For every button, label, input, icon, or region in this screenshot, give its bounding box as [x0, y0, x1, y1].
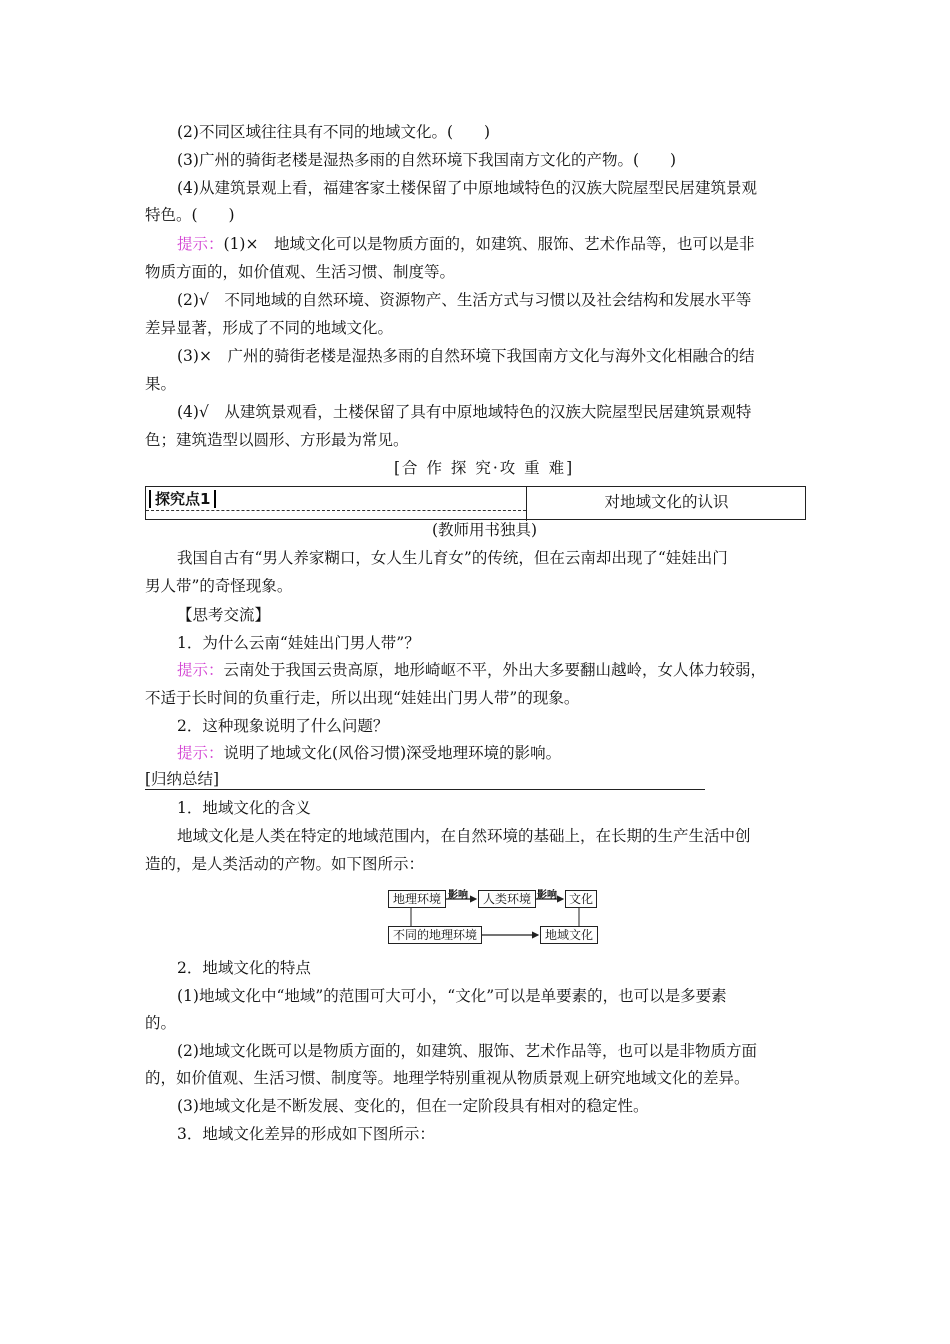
section-title: [合 作 探 究·攻 重 难]: [394, 459, 575, 477]
culture-diagram: [388, 888, 598, 948]
answer-4-line2: 色；建筑造型以圆形、方形最为常见。: [145, 431, 409, 449]
intro-line1: 我国自古有“男人养家糊口，女人生儿育女”的传统，但在云南却出现了“娃娃出门: [177, 549, 728, 567]
think-heading: 【思考交流】: [177, 606, 271, 624]
think-a2-text: 说明了地域文化(风俗习惯)深受地理环境的影响。: [223, 744, 562, 762]
answer-2-line2: 差异显著，形成了不同的地域文化。: [145, 319, 394, 337]
judge-q3: (3)广州的骑街老楼是湿热多雨的自然环境下我国南方文化的产物。( ): [177, 151, 677, 169]
summary-p1-title: 1．地域文化的含义: [177, 799, 311, 817]
dashed-divider: [146, 510, 526, 511]
answer-1-text: (1)× 地域文化可以是物质方面的，如建筑、服饰、艺术作品等，也可以是非: [223, 235, 755, 253]
label-influence-1: 影响: [448, 890, 468, 901]
answer-2-line1: (2)√ 不同地域的自然环境、资源物产、生活方式与习惯以及社会结构和发展水平等: [177, 291, 752, 309]
summary-p3-title: 3．地域文化差异的形成如下图所示：: [177, 1125, 435, 1143]
answer-1-line2: 物质方面的，如价值观、生活习惯、制度等。: [145, 263, 456, 281]
summary-p1-line2: 造的，是人类活动的产物。如下图所示：: [145, 855, 425, 873]
box-region-culture: 地域文化: [540, 926, 598, 944]
box-diff-geo-env: 不同的地理环境: [388, 926, 482, 944]
box-culture: 文化: [565, 890, 597, 908]
label-influence-2: 影响: [537, 890, 557, 901]
summary-heading: [归纳总结]: [145, 770, 705, 790]
summary-p2-2-line1: (2)地域文化既可以是物质方面的，如建筑、服饰、艺术作品等，也可以是非物质方面: [177, 1042, 757, 1060]
summary-p1-line1: 地域文化是人类在特定的地域范围内，在自然环境的基础上，在长期的生产生活中创: [177, 827, 751, 845]
hint-label: 提示：: [177, 661, 224, 679]
summary-p2-3: (3)地域文化是不断发展、变化的，但在一定阶段具有相对的稳定性。: [177, 1097, 649, 1115]
think-q2: 2．这种现象说明了什么问题？: [177, 717, 389, 735]
box-geo-env: 地理环境: [388, 890, 446, 908]
answer-3-line1: (3)× 广州的骑街老楼是湿热多雨的自然环境下我国南方文化与海外文化相融合的结: [177, 347, 755, 365]
summary-p2-2-line2: 的，如价值观、生活习惯、制度等。地理学特别重视从物质景观上研究地域文化的差异。: [145, 1069, 750, 1087]
inquiry-point-header: [145, 486, 806, 520]
judge-q2: (2)不同区域往往具有不同的地域文化。( ): [177, 123, 491, 141]
teacher-note: (教师用书独具): [432, 521, 538, 539]
judge-q4-line1: (4)从建筑景观上看，福建客家土楼保留了中原地域特色的汉族大院屋型民居建筑景观: [177, 179, 757, 197]
think-a1-text: 云南处于我国云贵高原，地形崎岖不平，外出大多要翻山越岭，女人体力较弱，: [223, 661, 767, 679]
judge-q4-line2: 特色。( ): [145, 206, 235, 224]
intro-line2: 男人带”的奇怪现象。: [145, 577, 293, 595]
think-a2-line: [177, 743, 561, 763]
hint-label: 提示：: [177, 744, 224, 762]
answer-3-line2: 果。: [145, 375, 177, 393]
inquiry-topic: 对地域文化的认识: [604, 493, 729, 511]
summary-p2-title: 2．地域文化的特点: [177, 959, 311, 977]
inquiry-point-label: 探究点1: [149, 490, 216, 508]
answer-4-line1: (4)√ 从建筑景观看，土楼保留了具有中原地域特色的汉族大院屋型民居建筑景观特: [177, 403, 752, 421]
think-q1: 1．为什么云南“娃娃出门男人带”？: [177, 634, 420, 652]
summary-p2-1-line2: 的。: [145, 1014, 177, 1032]
think-a1-line1: [177, 660, 766, 680]
box-human-env: 人类环境: [478, 890, 536, 908]
think-a1-line2: 不适于长时间的负重行走，所以出现“娃娃出门男人带”的现象。: [145, 689, 580, 707]
summary-p2-1-line1: (1)地域文化中“地域”的范围可大可小，“文化”可以是单要素的，也可以是多要素: [177, 987, 727, 1005]
hint-label: 提示：: [177, 235, 224, 253]
answer-1-line1: [177, 234, 754, 254]
